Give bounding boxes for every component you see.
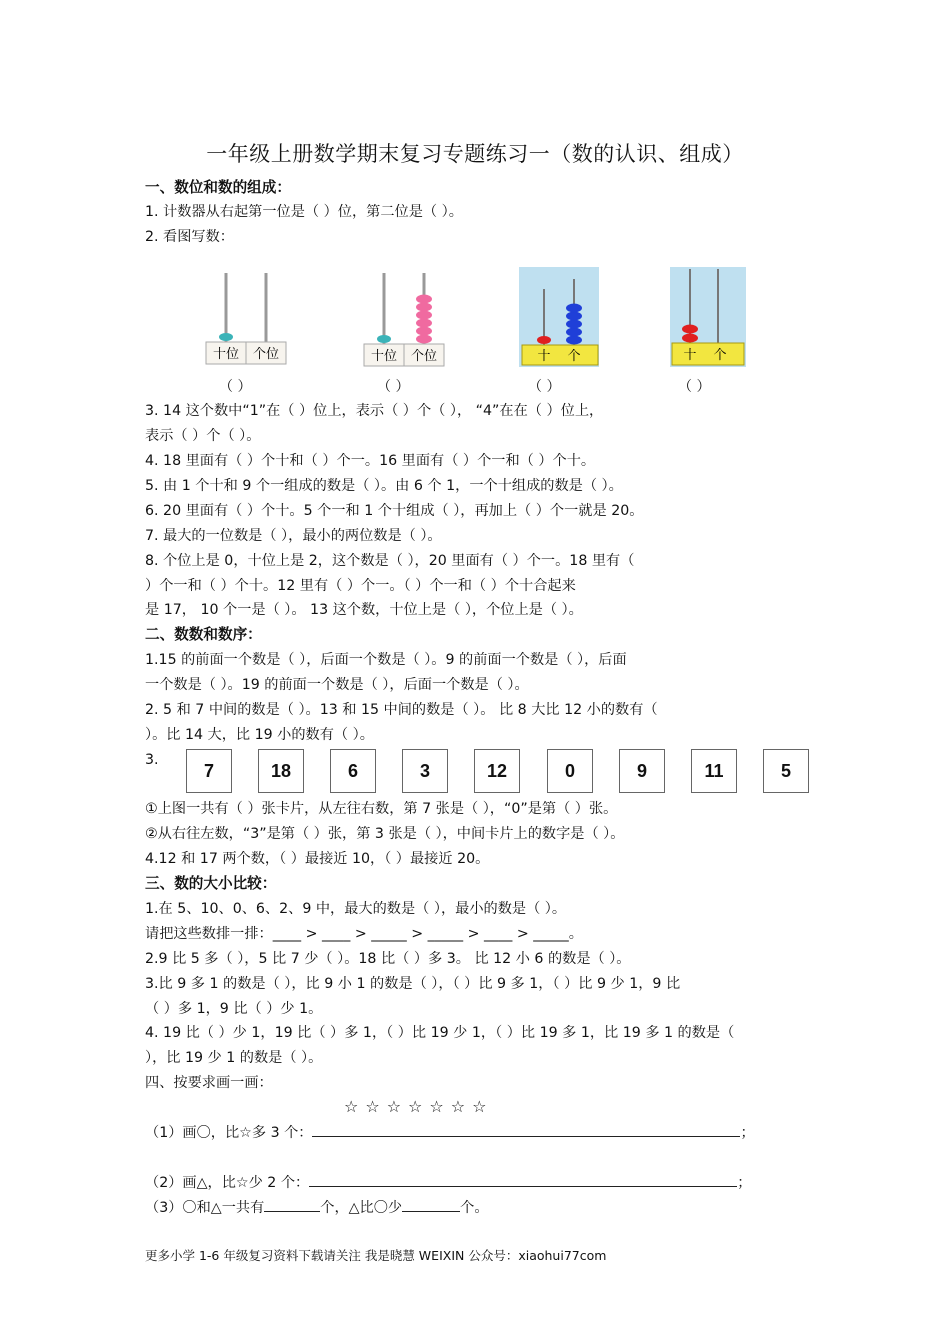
question-1-5: 5. 由 1 个十和 9 个一组成的数是（ ）。由 6 个 1，一个十组成的数是（ ）。: [145, 478, 623, 494]
question-3-3b: （ ）多 1，9 比（ ）少 1。: [145, 1001, 323, 1017]
drawing-task-2: [145, 1172, 813, 1194]
number-card: 3: [402, 749, 448, 793]
drawing-task-3-label-a: （3）〇和△一共有: [145, 1200, 265, 1216]
question-2-1a: 1.15 的前面一个数是（ ），后面一个数是（ ）。9 的前面一个数是（ ），后面: [145, 652, 627, 668]
drawing-task-1-end: ；: [740, 1125, 755, 1141]
number-card: 9: [619, 749, 665, 793]
question-2-2a: 2. 5 和 7 中间的数是（ ）。13 和 15 中间的数是（ ）。 比 8 大比 12 小的数有（: [145, 702, 658, 718]
drawing-task-3-label-c: 个。: [460, 1200, 489, 1216]
number-card: 12: [474, 749, 520, 793]
answer-blank[interactable]: [402, 1197, 460, 1212]
number-card: 11: [691, 749, 737, 793]
question-1-4: 4. 18 里面有（ ）个十和（ ）个一。16 里面有（ ）个一和（ ）个十。: [145, 453, 596, 469]
abacus-tens-label: 十: [537, 349, 551, 364]
question-3-3a: 3.比 9 多 1 的数是（ ），比 9 小 1 的数是（ ），（ ）比 9 多 1，（ ）比 9 少 1，9 比: [145, 976, 681, 992]
abacus-figure-1: [202, 268, 292, 368]
abacus-answer-3: （ ）: [528, 379, 561, 395]
number-card: 5: [763, 749, 809, 793]
number-cards: [0, 749, 950, 793]
number-card: 7: [186, 749, 232, 793]
abacus-ones-label: 个: [713, 348, 727, 363]
abacus-answer-4: （ ）: [678, 379, 711, 395]
section-2-heading: 二、数数和数序：: [145, 626, 262, 643]
question-1-7: 7. 最大的一位数是（ ），最小的两位数是（ ）。: [145, 528, 442, 544]
drawing-task-3-label-b: 个，△比〇少: [320, 1200, 403, 1216]
drawing-task-3: [145, 1197, 813, 1219]
question-1-2: 2. 看图写数：: [145, 229, 234, 245]
abacus-ones-label: 个: [567, 349, 581, 364]
abacus-ones-label: 个位: [252, 347, 280, 362]
question-1-8a: 8. 个位上是 0，十位上是 2，这个数是（ ），20 里面有（ ）个一。18 里有（: [145, 553, 635, 569]
answer-blank[interactable]: [264, 1197, 320, 1212]
number-card: 18: [258, 749, 304, 793]
abacus-figure-3: [519, 267, 601, 369]
question-1-6: 6. 20 里面有（ ）个十。5 个一和 1 个十组成（ ），再加上（ ）个一就是 20。: [145, 503, 644, 519]
question-3-1a: 1.在 5、10、0、6、2、9 中，最大的数是（ ），最小的数是（ ）。: [145, 901, 567, 917]
question-1-3a: 3. 14 这个数中“1”在（ ）位上，表示（ ）个（ ）， “4”在在（ ）位上，: [145, 403, 604, 419]
question-2-2b: ）。比 14 大，比 19 小的数有（ ）。: [145, 727, 374, 743]
question-3-2: 2.9 比 5 多（ ），5 比 7 少（ ）。18 比（ ）多 3。 比 12 小 6 的数是（ ）。: [145, 951, 631, 967]
question-2-3-label: 3.: [145, 752, 159, 768]
drawing-task-2-label: （2）画△，比☆少 2 个：: [145, 1175, 310, 1191]
abacus-figure-4: [670, 267, 752, 369]
question-1-1: 1. 计数器从右起第一位是（ ）位，第二位是（ ）。: [145, 204, 463, 220]
abacus-figure-2: [362, 268, 452, 368]
question-3-4a: 4. 19 比（ ）少 1，19 比（ ）多 1，（ ）比 19 少 1，（ ）比 19 多 1，比 19 多 1 的数是（: [145, 1025, 735, 1041]
abacus-tens-label: 十位: [370, 349, 398, 364]
drawing-task-1-label: （1）画〇，比☆多 3 个：: [145, 1125, 313, 1141]
drawing-answer-line-1[interactable]: [312, 1122, 740, 1137]
question-2-3-2: ②从右往左数，“3”是第（ ）张，第 3 张是（ ），中间卡片上的数字是（ ）。: [145, 826, 625, 842]
question-3-4b: ），比 19 少 1 的数是（ ）。: [145, 1050, 323, 1066]
drawing-task-1: [145, 1122, 813, 1144]
number-card: 0: [547, 749, 593, 793]
page-title: 一年级上册数学期末复习专题练习一（数的认识、组成）: [206, 142, 744, 166]
abacus-bead: [219, 333, 233, 341]
abacus-tens-label: 十: [683, 348, 697, 363]
question-3-1b: 请把这些数排一排：____ > ____ > _____ > _____ > ____ > _____。: [145, 926, 583, 942]
drawing-task-2-end: ；: [737, 1175, 752, 1191]
question-1-3b: 表示（ ）个（ ）。: [145, 428, 261, 444]
question-2-1b: 一个数是（ ）。19 的前面一个数是（ ），后面一个数是（ ）。: [145, 677, 529, 693]
question-2-3-1: ①上图一共有（ ）张卡片，从左往右数，第 7 张是（ ），“0”是第（ ）张。: [145, 801, 618, 817]
section-4-heading: 四、按要求画一画：: [145, 1075, 273, 1091]
question-2-4: 4.12 和 17 两个数，（ ）最接近 10，（ ）最接近 20。: [145, 851, 490, 867]
question-1-8c: 是 17， 10 个一是（ ）。 13 这个数，十位上是（ ），个位上是（ ）。: [145, 602, 583, 618]
section-3-heading: 三、数的大小比较：: [145, 875, 277, 892]
abacus-ones-label: 个位: [410, 349, 438, 364]
abacus-answer-2: （ ）: [377, 379, 410, 395]
drawing-answer-line-2[interactable]: [309, 1172, 737, 1187]
footer-note: 更多小学 1-6 年级复习资料下载请关注 我是晓慧 WEIXIN 公众号：xiaohui77com: [145, 1248, 607, 1263]
number-card: 6: [330, 749, 376, 793]
section-1-heading: 一、数位和数的组成：: [145, 179, 291, 196]
abacus-tens-label: 十位: [212, 347, 240, 362]
abacus-answer-1: （ ）: [219, 379, 252, 395]
star-row: ☆☆☆☆☆☆☆: [344, 1097, 494, 1116]
question-1-8b: ）个一和（ ）个十。12 里有（ ）个一。（ ）个一和（ ）个十合起来: [145, 578, 576, 594]
